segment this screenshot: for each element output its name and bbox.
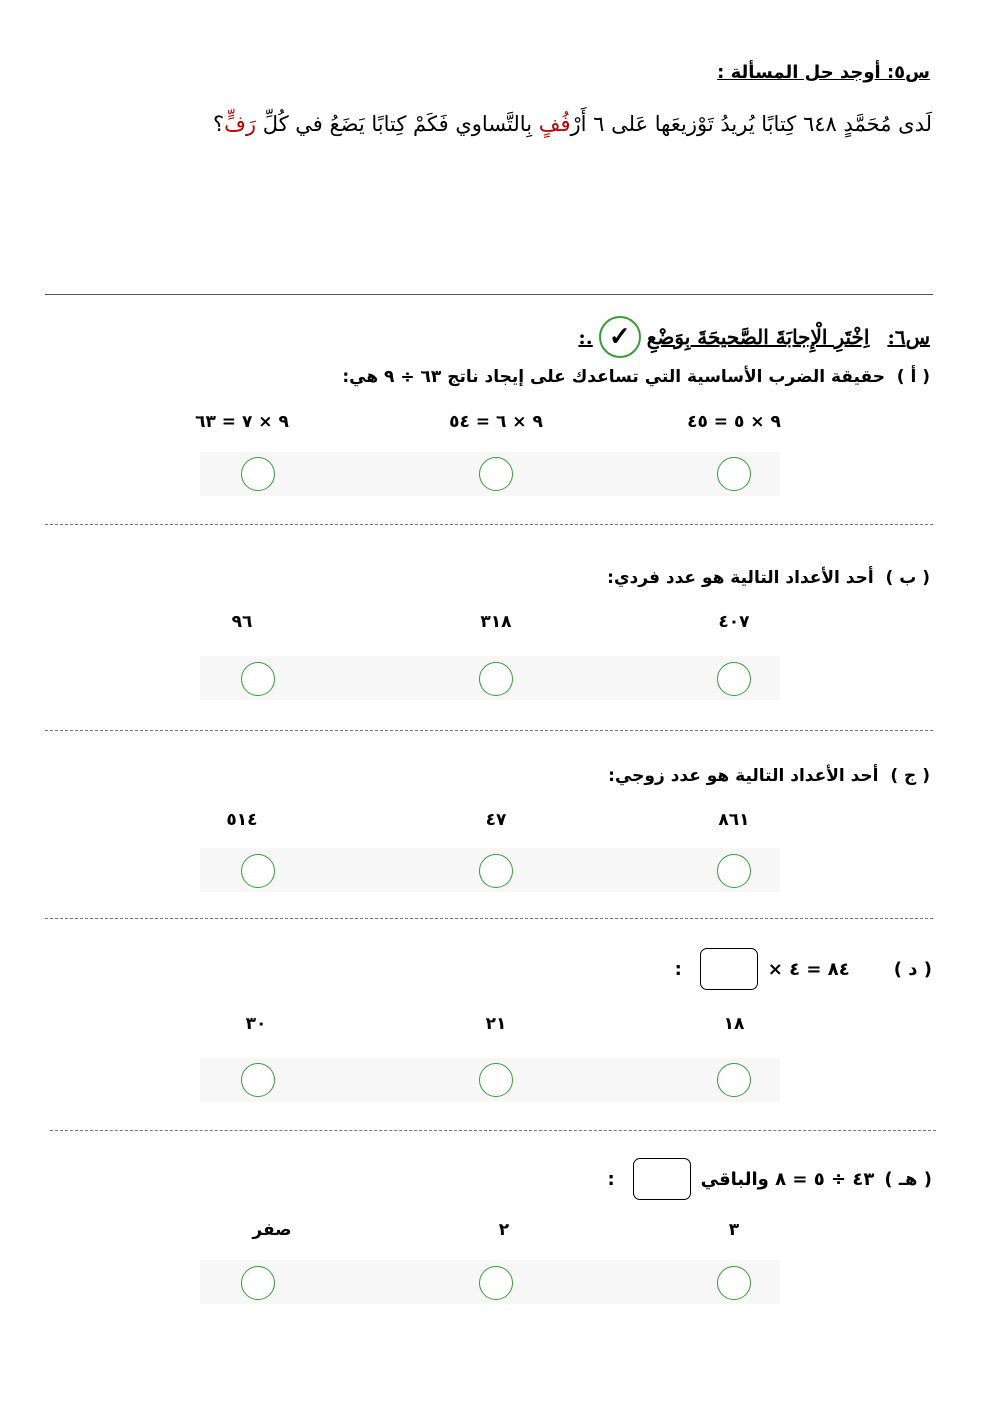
question-e	[607, 1158, 932, 1200]
question-e-prefix: ( هـ )	[884, 1168, 932, 1190]
answer-bubble-e-1[interactable]	[717, 1266, 751, 1300]
question-e-colon: :	[607, 1168, 615, 1190]
question-b-prefix: ( ب )	[885, 568, 930, 588]
answer-blank-box-d[interactable]	[700, 948, 758, 990]
answer-bubble-b-2[interactable]	[479, 662, 513, 696]
answer-bubble-a-1[interactable]	[717, 457, 751, 491]
question-b-option-1: ٤٠٧	[718, 612, 750, 632]
answer-bubble-b-3[interactable]	[241, 662, 275, 696]
check-mark-icon	[599, 316, 641, 358]
q5-problem-end: ؟	[212, 112, 225, 136]
question-e-option-1: ٣	[728, 1220, 740, 1240]
q5-problem-mid: بِالتَّساوي فَكَمْ كِتابًا يَضَعُ في كُلِّ	[256, 112, 539, 136]
q5-problem	[213, 112, 932, 136]
question-a-option-3: ٩ × ٧ = ٦٣	[195, 412, 289, 432]
question-a-prefix: ( أ )	[896, 367, 930, 387]
question-e-option-2: ٢	[498, 1220, 510, 1240]
dashed-divider	[45, 918, 933, 919]
question-a-text: حقيقة الضرب الأساسية التي تساعدك على إيجاد ناتج ٦٣ ÷ ٩ هي:	[342, 367, 885, 387]
q5-problem-red-word-1: فُفٍ	[538, 112, 571, 136]
dashed-divider	[45, 524, 933, 525]
answer-bubble-e-3[interactable]	[241, 1266, 275, 1300]
dashed-divider	[45, 730, 933, 731]
question-b-option-2: ٣١٨	[480, 612, 512, 632]
question-c-prefix: ( ج )	[890, 766, 930, 786]
question-a-option-2: ٩ × ٦ = ٥٤	[449, 412, 543, 432]
question-b-option-3: ٩٦	[231, 612, 253, 632]
question-d-text: ٨٤ = ٤ ×	[767, 958, 850, 980]
dashed-divider	[50, 1130, 936, 1131]
answer-bubble-d-1[interactable]	[717, 1063, 751, 1097]
q6-tail: .:	[578, 325, 593, 349]
question-c-option-1: ٨٦١	[718, 810, 750, 830]
question-a	[342, 367, 930, 387]
answer-bubble-b-1[interactable]	[717, 662, 751, 696]
question-e-text: ٤٣ ÷ ٥ = ٨ والباقي	[700, 1168, 875, 1190]
question-d-option-2: ٢١	[485, 1014, 507, 1034]
question-c-option-3: ٥١٤	[226, 810, 258, 830]
q5-title: س٥: أوجد حل المسألة :	[717, 62, 930, 83]
answer-bubble-c-3[interactable]	[241, 854, 275, 888]
answer-bubble-d-3[interactable]	[241, 1063, 275, 1097]
question-e-option-3: صفر	[252, 1220, 292, 1240]
answer-blank-box-e[interactable]	[633, 1158, 691, 1200]
question-d-prefix: ( د )	[893, 958, 932, 980]
answer-bubble-c-2[interactable]	[479, 854, 513, 888]
q6-title	[578, 316, 930, 358]
question-d	[675, 948, 932, 990]
question-d-colon: :	[674, 958, 682, 980]
check-symbol: ✓	[608, 322, 631, 352]
q5-problem-red-word-2: رَفٍّ	[224, 112, 257, 136]
answer-bubble-c-1[interactable]	[717, 854, 751, 888]
answer-bubble-a-2[interactable]	[479, 457, 513, 491]
answer-bubble-a-3[interactable]	[241, 457, 275, 491]
question-c	[608, 766, 930, 786]
answer-bubble-d-2[interactable]	[479, 1063, 513, 1097]
question-a-option-1: ٩ × ٥ = ٤٥	[687, 412, 781, 432]
answer-bubble-e-2[interactable]	[479, 1266, 513, 1300]
question-b	[607, 568, 930, 588]
question-c-text: أحد الأعداد التالية هو عدد زوجي:	[608, 766, 879, 786]
question-b-text: أحد الأعداد التالية هو عدد فردي:	[607, 568, 874, 588]
q6-label: س٦:	[887, 325, 930, 349]
q6-instruction: اِخْتَرِ الْإِجابَةَ الصَّحيحَةَ بِوَضْعِ	[646, 325, 870, 349]
q5-problem-start: لَدى مُحَمَّدٍ ٦٤٨ كِتابًا يُريدُ تَوْزيعَها عَلى ٦ أَرْ	[570, 112, 932, 136]
question-c-option-2: ٤٧	[485, 810, 507, 830]
question-d-option-3: ٣٠	[245, 1014, 267, 1034]
question-d-option-1: ١٨	[723, 1014, 745, 1034]
section-divider	[45, 294, 933, 295]
